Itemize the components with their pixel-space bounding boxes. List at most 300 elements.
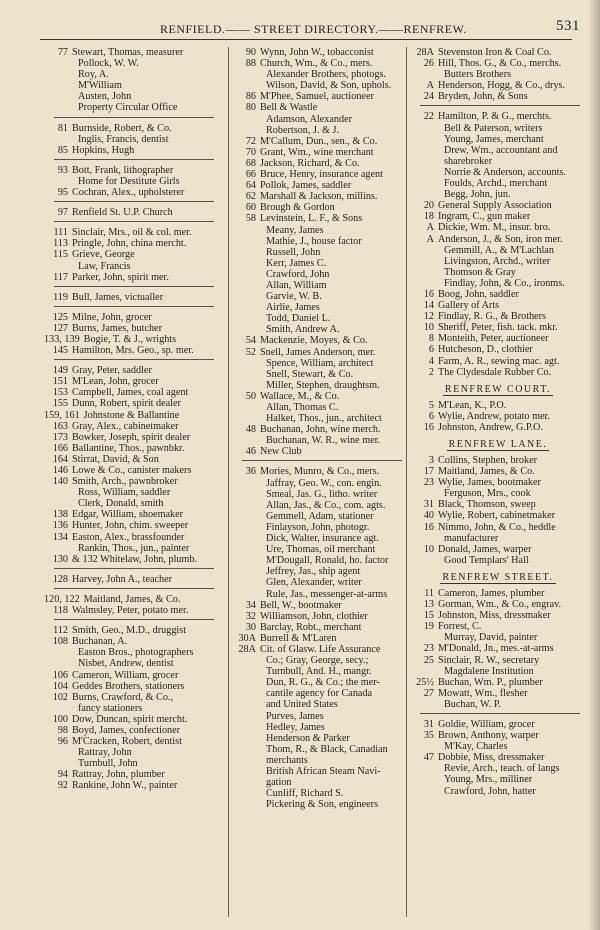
- header-rule: [40, 39, 572, 40]
- directory-entry: [232, 225, 408, 236]
- occupant-text: Black, Thomson, sweep: [438, 499, 536, 511]
- occupant-text: Pollok, James, saddler: [260, 180, 352, 192]
- directory-entry: [232, 500, 408, 511]
- directory-entry: [232, 158, 408, 169]
- occupant-text: Young, James, merchant: [444, 133, 544, 145]
- street-number: 2: [428, 366, 434, 378]
- street-number: 119: [53, 291, 68, 303]
- street-number: 20: [423, 200, 434, 212]
- occupant-text: Hedley, James: [266, 721, 325, 733]
- occupant-text: manufacturer: [444, 532, 499, 544]
- occupant-text: Crawford, John: [266, 268, 330, 280]
- occupant-text: Grieve, George: [72, 249, 135, 261]
- street-number: 96: [57, 736, 68, 748]
- directory-entry: [44, 69, 220, 80]
- occupant-text: Crawford, John, hatter: [444, 785, 536, 797]
- directory-entry: [232, 180, 408, 191]
- occupant-text: Cochran, Alex., upholsterer: [72, 187, 185, 199]
- directory-entry: [232, 402, 408, 413]
- occupant-text: Monteith, Peter, auctioneer: [438, 333, 549, 345]
- occupant-text: Hill, Thos. G., & Co., merchs.: [438, 58, 562, 70]
- directory-entry: [410, 544, 586, 555]
- directory-entry: [410, 123, 586, 134]
- directory-entry: [44, 238, 220, 249]
- directory-entry: [44, 574, 220, 585]
- street-number: 48: [245, 424, 256, 436]
- street-number: 26: [423, 58, 434, 70]
- directory-entry: [232, 47, 408, 58]
- page-edge-shadow: [588, 0, 600, 930]
- street-number: 128: [52, 573, 68, 585]
- directory-entry: [44, 670, 220, 681]
- directory-entry: [410, 488, 586, 499]
- section-divider: [44, 616, 220, 625]
- occupant-text: Ballantine, Thos., pawnbkr.: [72, 442, 185, 454]
- street-number: 140: [52, 476, 68, 488]
- directory-entry: [232, 269, 408, 280]
- street-number: 81: [57, 122, 68, 134]
- street-number: 97: [57, 207, 68, 219]
- street-number: 117: [53, 271, 68, 283]
- occupant-text: M'Lean, John, grocer: [72, 376, 159, 388]
- occupant-text: gation: [266, 777, 292, 789]
- occupant-text: Gray, Peter, saddler: [72, 365, 152, 377]
- occupant-text: Dun, R. G., & Co.; the mer-: [266, 677, 380, 689]
- occupant-text: Renfield St. U.P. Church: [72, 207, 173, 219]
- occupant-text: Kerr, James C.: [266, 257, 327, 269]
- occupant-text: Boog, John, saddler: [438, 288, 519, 300]
- occupant-text: M'William: [78, 80, 122, 92]
- occupant-text: Wallace, M., & Co.: [260, 390, 340, 402]
- occupant-text: M'Lean, K., P.O.: [438, 399, 507, 411]
- directory-entry: [410, 211, 586, 222]
- street-number: 85: [57, 144, 68, 156]
- directory-entry: [410, 599, 586, 610]
- occupant-text: Bell & Paterson, writers: [444, 122, 543, 134]
- occupant-text: Smith, Arch., pawnbroker: [72, 476, 178, 488]
- occupant-text: Magdalene Institution: [444, 665, 534, 677]
- directory-entry: [232, 788, 408, 799]
- directory-entry: [232, 533, 408, 544]
- occupant-text: Findlay, R. G., & Brothers: [438, 311, 547, 323]
- street-number: 10: [423, 322, 434, 334]
- occupant-text: Inglis, Francis, dentist: [78, 133, 169, 145]
- directory-entry: [44, 134, 220, 145]
- directory-entry: [410, 91, 586, 102]
- directory-entry: [44, 80, 220, 91]
- street-number: 108: [52, 636, 68, 648]
- occupant-text: Snell, Stewart, & Co.: [266, 368, 354, 380]
- street-number: 15: [423, 610, 434, 622]
- directory-entry: [232, 213, 408, 224]
- street-number: 163: [52, 420, 68, 432]
- directory-entry: [232, 489, 408, 500]
- section-divider: [44, 585, 220, 594]
- occupant-text: Good Templars' Hall: [444, 554, 529, 566]
- occupant-text: Anderson, J., & Son, iron mer.: [438, 233, 563, 245]
- occupant-text: Buchanan, W. R., wine mer.: [266, 435, 381, 447]
- directory-entry: [44, 769, 220, 780]
- occupant-text: and United States: [266, 699, 338, 711]
- occupant-text: Hunter, John, chim. sweeper: [72, 520, 189, 532]
- directory-entry: [410, 400, 586, 411]
- street-number: 54: [245, 335, 256, 347]
- occupant-text: Bott, Frank, lithographer: [72, 164, 174, 176]
- occupant-text: & 132 Whitelaw, John, plumb.: [72, 553, 198, 565]
- occupant-text: Property Circular Office: [78, 102, 178, 114]
- occupant-text: Rankine, John W., painter: [72, 780, 178, 792]
- section-divider: [44, 303, 220, 312]
- directory-entry: [410, 145, 586, 156]
- directory-entry: [232, 80, 408, 91]
- street-number: 11: [424, 587, 434, 599]
- directory-entry: [232, 555, 408, 566]
- occupant-text: Buchan, W. P.: [444, 698, 501, 710]
- page-number: 531: [556, 18, 580, 34]
- directory-entry: [410, 688, 586, 699]
- directory-entry: [44, 487, 220, 498]
- directory-entry: [232, 313, 408, 324]
- occupant-text: Walmsley, Peter, potato mer.: [72, 605, 189, 617]
- directory-entry: [410, 455, 586, 466]
- directory-entry: [232, 478, 408, 489]
- section-divider: [44, 356, 220, 365]
- directory-entry: [44, 249, 220, 260]
- occupant-text: Young, Mrs., milliner: [444, 774, 533, 786]
- directory-entry: [232, 424, 408, 435]
- street-number: 31: [423, 718, 434, 730]
- occupant-text: Dick, Walter, insurance agt.: [266, 533, 379, 545]
- occupant-text: Glen, Alexander, writer: [266, 577, 362, 589]
- occupant-text: Foulds, Archd., merchant: [444, 178, 548, 190]
- directory-entry: [44, 261, 220, 272]
- street-number: 173: [52, 431, 68, 443]
- street-number: 125: [52, 311, 68, 323]
- directory-entry: [410, 333, 586, 344]
- directory-entry: [410, 632, 586, 643]
- street-number: 138: [52, 509, 68, 521]
- directory-entry: [44, 123, 220, 134]
- directory-entry: [44, 454, 220, 465]
- occupant-text: Johnston, Miss, dressmaker: [438, 610, 551, 622]
- directory-entry: [44, 421, 220, 432]
- street-number: 60: [245, 202, 256, 214]
- directory-entry: [44, 187, 220, 198]
- street-heading-text: RENFREW LANE.: [448, 439, 548, 450]
- street-number: 134: [52, 531, 68, 543]
- directory-entry: [410, 422, 586, 433]
- directory-entry: [232, 677, 408, 688]
- occupant-text: Farm, A. R., sewing mac. agt.: [438, 355, 560, 367]
- directory-entry: [44, 681, 220, 692]
- street-number: 145: [52, 345, 68, 357]
- directory-entry: [232, 766, 408, 777]
- occupant-text: Norrie & Anderson, accounts.: [444, 166, 566, 178]
- directory-entry: [410, 245, 586, 256]
- directory-entry: [232, 722, 408, 733]
- occupant-text: Donald, James, warper: [438, 543, 532, 555]
- street-number: 3: [428, 455, 434, 466]
- occupant-text: Mowatt, Wm., flesher: [438, 687, 528, 699]
- directory-entry: [232, 125, 408, 136]
- occupant-text: Bowker, Joseph, spirit dealer: [72, 431, 191, 443]
- street-number: 70: [245, 146, 256, 158]
- directory-entry: [410, 786, 586, 797]
- occupant-text: Thomson & Gray: [444, 266, 516, 278]
- directory-entry: [44, 47, 220, 58]
- directory-entry: [44, 636, 220, 647]
- directory-entry: [44, 312, 220, 323]
- street-heading: [410, 566, 586, 588]
- occupant-text: Wynn, John W., tobacconist: [260, 47, 374, 58]
- street-number: 34: [245, 599, 256, 611]
- directory-entry: [410, 134, 586, 145]
- occupant-text: Ingram, C., gun maker: [438, 211, 531, 223]
- directory-entry: [44, 647, 220, 658]
- street-number: 120, 122: [44, 593, 80, 605]
- occupant-text: M'Phee, Samuel, auctioneer: [260, 91, 374, 103]
- street-number: 27: [423, 687, 434, 699]
- section-divider: [410, 710, 586, 719]
- directory-entry: [410, 278, 586, 289]
- street-number: 112: [53, 625, 68, 637]
- street-number: A: [426, 233, 434, 245]
- directory-entry: [410, 555, 586, 566]
- directory-entry: [232, 666, 408, 677]
- occupant-text: Dickie, Wm. M., insur. bro.: [438, 222, 551, 234]
- directory-entry: [232, 369, 408, 380]
- occupant-text: Airlie, James: [266, 302, 320, 314]
- directory-entry: [410, 774, 586, 785]
- occupant-text: Gorman, Wm., & Co., engrav.: [438, 599, 562, 611]
- directory-entry: [410, 156, 586, 167]
- directory-entry: [232, 622, 408, 633]
- directory-entry: [232, 799, 408, 810]
- directory-entry: [44, 432, 220, 443]
- street-number: 6: [428, 410, 434, 422]
- street-number: 153: [52, 387, 68, 399]
- street-number: 10: [423, 543, 434, 555]
- occupant-text: Meany, James: [266, 224, 324, 236]
- directory-entry: [44, 398, 220, 409]
- occupant-text: Mackenzie, Moyes, & Co.: [260, 335, 368, 347]
- directory-entry: [44, 292, 220, 303]
- occupant-text: Geddes Brothers, stationers: [72, 680, 185, 692]
- street-number: 50: [245, 390, 256, 402]
- directory-entry: [44, 554, 220, 565]
- directory-entry: [232, 358, 408, 369]
- occupant-text: Mathie, J., house factor: [266, 235, 362, 247]
- street-number: 23: [423, 477, 434, 489]
- directory-entry: [410, 522, 586, 533]
- directory-entry: [410, 356, 586, 367]
- occupant-text: Law, Francis: [78, 260, 131, 272]
- street-number: 16: [423, 521, 434, 533]
- street-number: 16: [423, 421, 434, 433]
- occupant-text: Halket, Thos., jun., architect: [266, 413, 382, 425]
- occupant-text: Allan, Jas., & Co., com. agts.: [266, 499, 386, 511]
- street-number: 164: [52, 453, 68, 465]
- occupant-text: Henderson & Parker: [266, 732, 350, 744]
- street-number: 102: [52, 691, 68, 703]
- directory-entry: [232, 644, 408, 655]
- directory-entry: [410, 167, 586, 178]
- directory-entry: [232, 391, 408, 402]
- street-number: 66: [245, 169, 256, 181]
- occupant-text: Rule, Jas., messenger-at-arms: [266, 588, 388, 600]
- directory-entry: [410, 178, 586, 189]
- occupant-text: Adamson, Alexander: [266, 113, 353, 125]
- directory-entry: [410, 367, 586, 378]
- street-number: 104: [52, 680, 68, 692]
- directory-entry: [44, 227, 220, 238]
- directory-entry: [410, 200, 586, 211]
- occupant-text: Church, Wm., & Co., mers.: [260, 58, 373, 70]
- street-number: 151: [52, 376, 68, 388]
- occupant-text: Allan, William: [266, 279, 327, 291]
- occupant-text: Bogie, T. & J., wrights: [83, 333, 177, 345]
- occupant-text: Gallery of Arts: [438, 300, 500, 312]
- occupant-text: Milne, John, grocer: [72, 311, 152, 323]
- occupant-text: merchants: [266, 754, 308, 766]
- occupant-text: Parker, John, spirit mer.: [72, 271, 169, 283]
- occupant-text: Burrell & M'Laren: [260, 632, 337, 644]
- street-number: 133, 139: [44, 333, 80, 345]
- directory-entry: [232, 58, 408, 69]
- occupant-text: Smith, Geo., M.D., druggist: [72, 625, 187, 637]
- occupant-text: Burns, James, butcher: [72, 322, 162, 334]
- occupant-text: Mories, Munro, & Co., mers.: [260, 466, 380, 478]
- occupant-text: Burnside, Robert, & Co.: [72, 122, 172, 134]
- occupant-text: Dow, Duncan, spirit mercht.: [72, 713, 188, 725]
- directory-entry: [410, 267, 586, 278]
- directory-entry: [232, 688, 408, 699]
- occupant-text: Wylie, Robert, cabinetmaker: [438, 510, 556, 522]
- occupant-text: Henderson, Hogg, & Co., drys.: [438, 80, 566, 92]
- occupant-text: Wylie, James, bootmaker: [438, 477, 541, 489]
- directory-entry: [232, 258, 408, 269]
- street-number: 98: [57, 724, 68, 736]
- street-number: 92: [57, 780, 68, 792]
- occupant-text: Campbell, James, coal agent: [72, 387, 189, 399]
- directory-entry: [410, 588, 586, 599]
- directory-entry: [410, 477, 586, 488]
- occupant-text: Purves, James: [266, 710, 324, 722]
- street-number: 36: [245, 466, 256, 478]
- directory-entry: [232, 446, 408, 457]
- occupant-text: British African Steam Navi-: [266, 766, 381, 777]
- occupant-text: New Club: [260, 446, 302, 458]
- directory-entry: [44, 725, 220, 736]
- section-divider: [44, 198, 220, 207]
- directory-entry: [410, 234, 586, 245]
- street-number: 18: [423, 211, 434, 223]
- directory-entry: [410, 222, 586, 233]
- occupant-text: Burns, Crawford, & Co.,: [72, 691, 174, 703]
- directory-entry: [44, 692, 220, 703]
- occupant-text: Murray, David, painter: [444, 632, 538, 644]
- occupant-text: M'Donald, Jn., mes.-at-arms: [438, 643, 554, 655]
- section-divider: [410, 102, 586, 111]
- street-number: 93: [57, 164, 68, 176]
- occupant-text: fancy stationers: [78, 702, 143, 714]
- directory-entry: [232, 466, 408, 477]
- directory-entry: [410, 621, 586, 632]
- occupant-text: Easton Bros., photographers: [78, 647, 194, 659]
- occupant-text: Dobbie, Miss, dressmaker: [438, 752, 545, 764]
- occupant-text: Marshall & Jackson, millins.: [260, 191, 378, 203]
- directory-entry: [410, 719, 586, 730]
- directory-entry: [410, 80, 586, 91]
- street-number: 32: [245, 610, 256, 622]
- street-number: 118: [53, 605, 68, 617]
- occupant-text: Brough & Gordon: [260, 202, 335, 214]
- occupant-text: Begg, John, jun.: [444, 189, 511, 201]
- directory-entry: [232, 633, 408, 644]
- directory-entry: [44, 176, 220, 187]
- occupant-text: Bell, W., bootmaker: [260, 599, 342, 611]
- directory-entry: [232, 777, 408, 788]
- occupant-text: Garvie, W. B.: [266, 291, 322, 303]
- street-heading: [410, 433, 586, 455]
- occupant-text: Stirrat, David, & Son: [72, 453, 159, 465]
- directory-entry: [232, 347, 408, 358]
- occupant-text: Pickering & Son, engineers: [266, 799, 379, 811]
- occupant-text: Jackson, Richard, & Co.: [260, 157, 360, 169]
- directory-entry: [44, 498, 220, 509]
- directory-entry: [44, 543, 220, 554]
- street-heading: [410, 378, 586, 400]
- street-number: 64: [245, 180, 256, 192]
- directory-entry: [44, 272, 220, 283]
- street-number: 22: [423, 111, 434, 123]
- occupant-text: Sheriff, Peter, fish. tack. mkr.: [438, 322, 558, 334]
- occupant-text: M'Callum, Dun., sen., & Co.: [260, 135, 378, 147]
- street-number: 24: [423, 91, 434, 103]
- occupant-text: Boyd, James, confectioner: [72, 724, 181, 736]
- section-divider: [44, 283, 220, 292]
- street-number: 4: [428, 355, 434, 367]
- occupant-text: Snell, James Anderson, mer.: [260, 346, 376, 358]
- directory-entry: [410, 344, 586, 355]
- street-number: 35: [423, 730, 434, 742]
- directory-entry: [410, 677, 586, 688]
- directory-entry: [410, 289, 586, 300]
- directory-entry: [410, 189, 586, 200]
- occupant-text: Pollock, W. W.: [78, 58, 139, 70]
- occupant-text: Rattray, John, plumber: [72, 769, 165, 781]
- directory-entry: [232, 335, 408, 346]
- street-number: 62: [245, 191, 256, 203]
- occupant-text: M'Cracken, Robert, dentist: [72, 736, 182, 748]
- occupant-text: Maitland, James, & Co.: [83, 593, 181, 605]
- directory-entry: [232, 413, 408, 424]
- directory-entry: [44, 165, 220, 176]
- occupant-text: Brown, Anthony, warper: [438, 730, 539, 742]
- directory-entry: [410, 69, 586, 80]
- occupant-text: Sinclair, R. W., secretary: [438, 654, 540, 666]
- occupant-text: Rattray, John: [78, 747, 132, 759]
- directory-entry: [44, 509, 220, 520]
- directory-entry: [232, 711, 408, 722]
- directory-entry: [232, 733, 408, 744]
- directory-entry: [44, 780, 220, 791]
- street-number: 13: [423, 599, 434, 611]
- directory-entry: [232, 380, 408, 391]
- directory-entry: [44, 410, 220, 421]
- directory-entry: [232, 291, 408, 302]
- occupant-text: Stewart, Thomas, measurer: [72, 47, 184, 58]
